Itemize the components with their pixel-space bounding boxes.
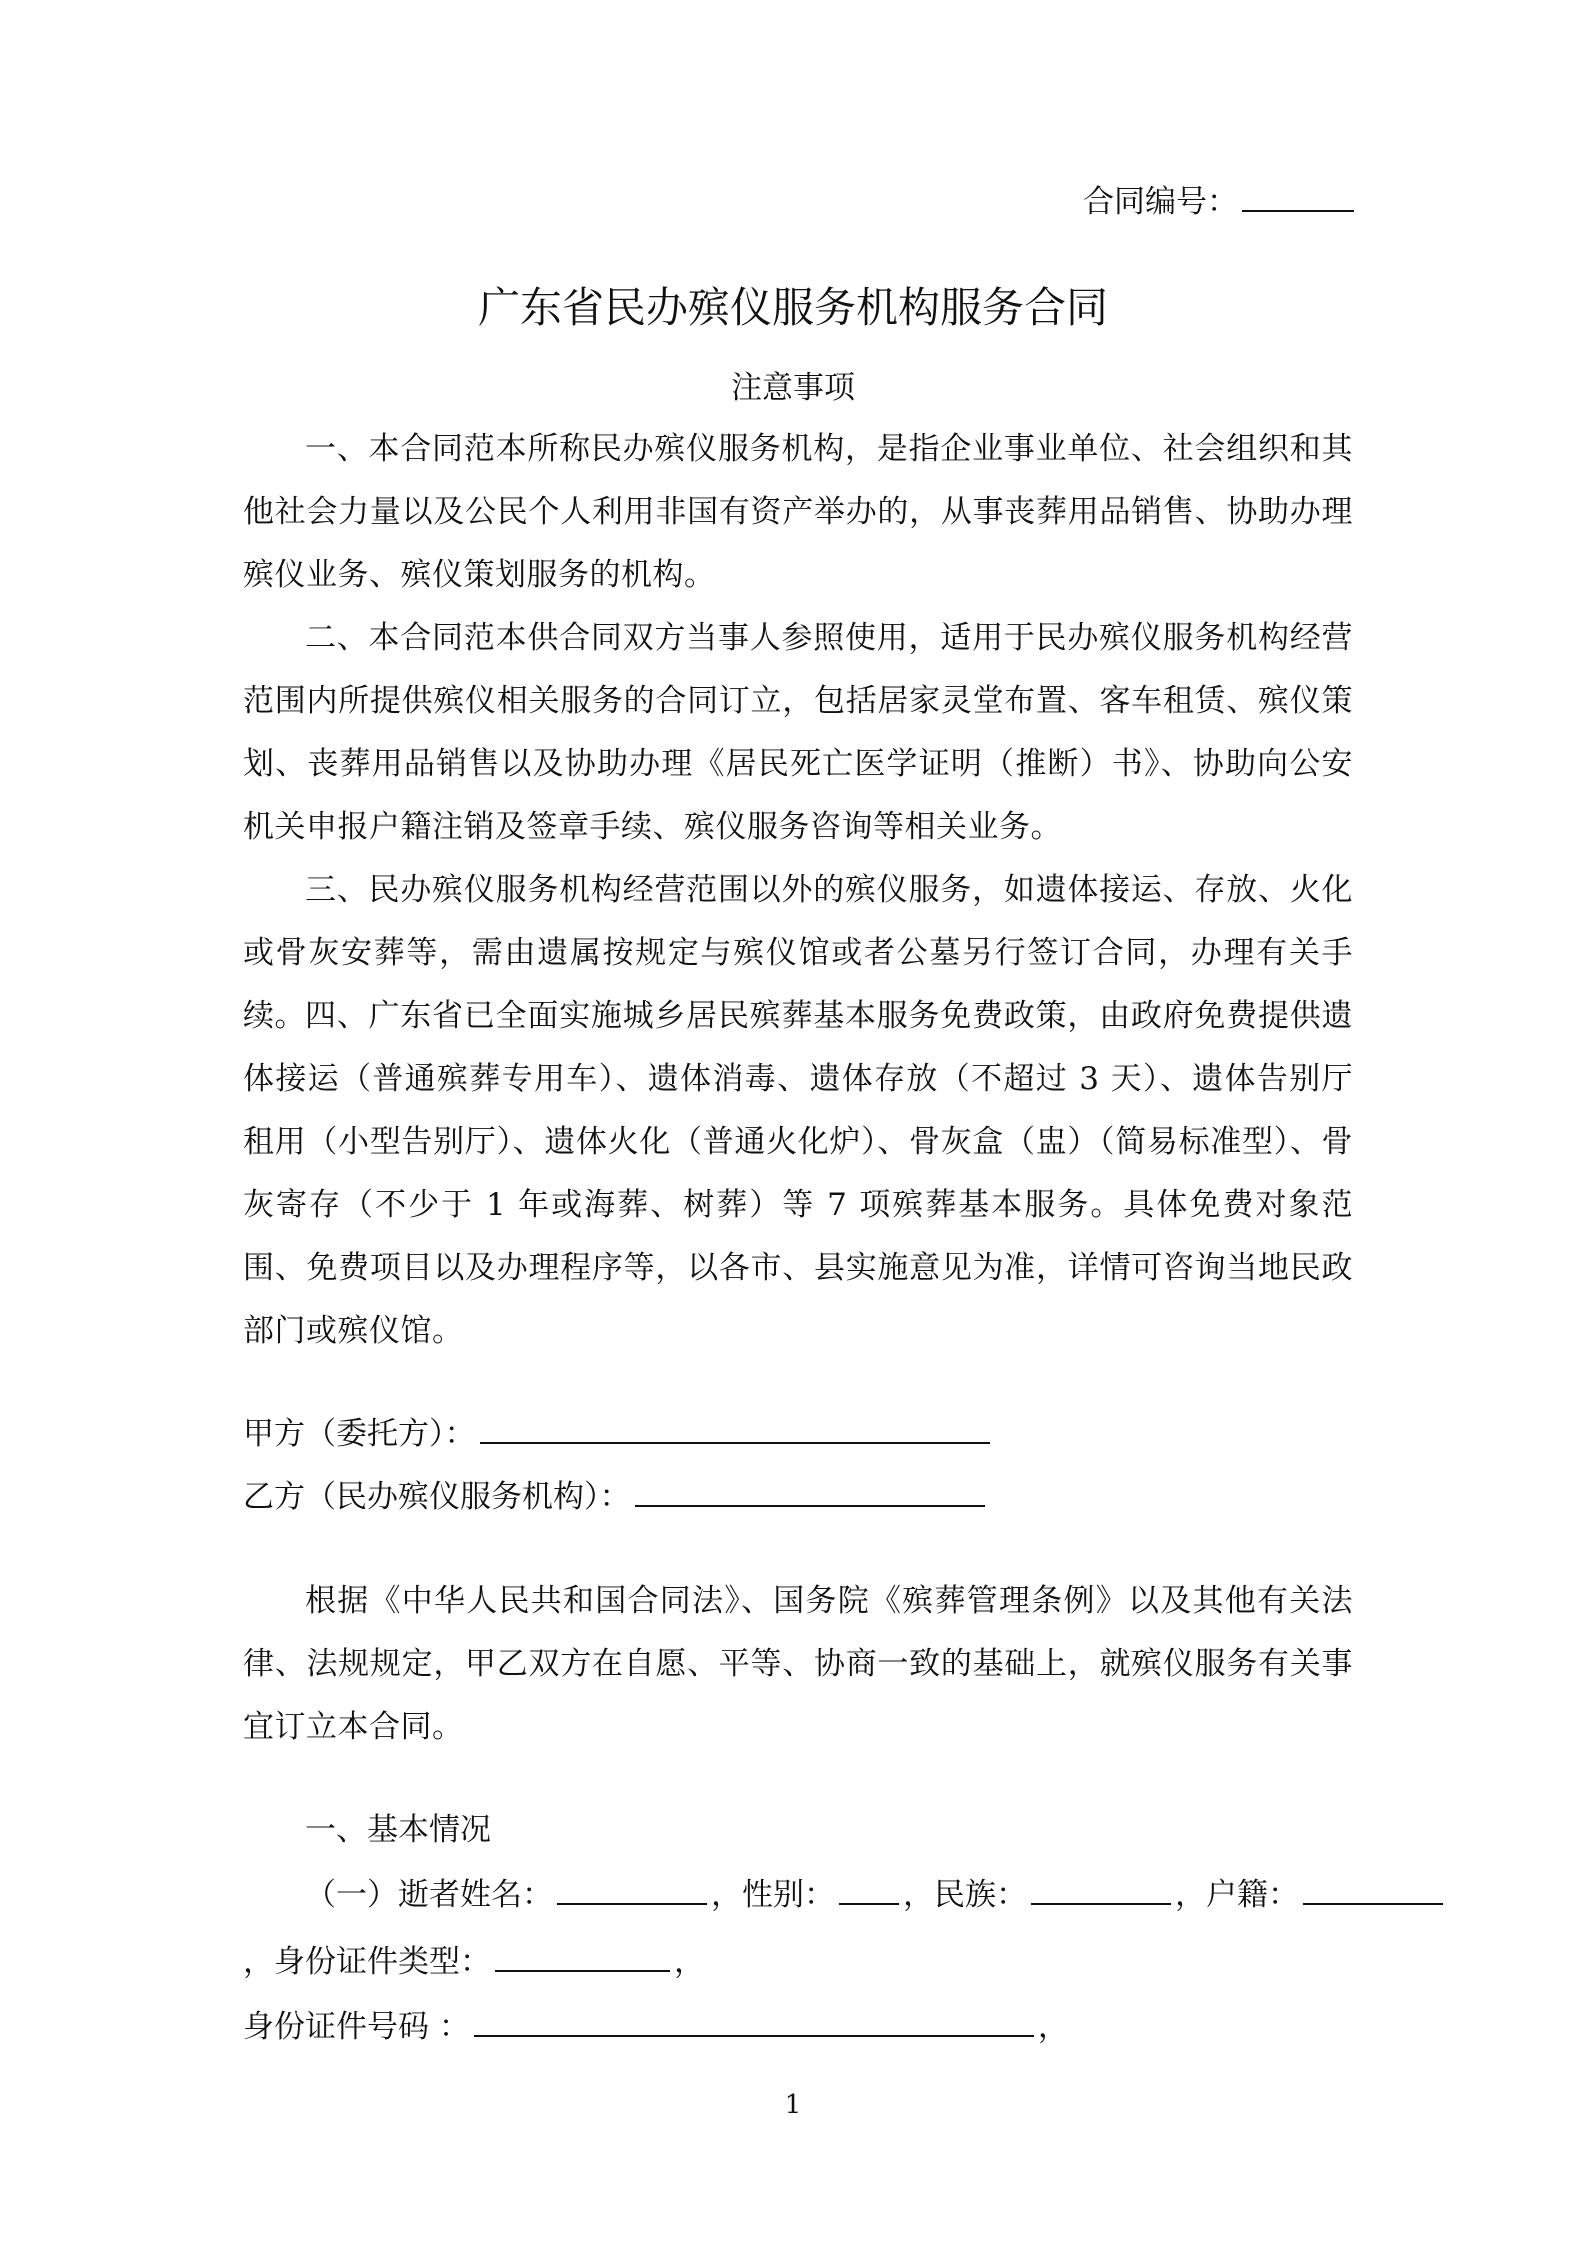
party-b-blank[interactable] [635, 1475, 985, 1507]
party-a-label: 甲方（委托方）： [243, 1416, 476, 1452]
notice-item-1: 一、本合同范本所称民办殡仪服务机构，是指企业事业单位、社会组织和其他社会力量以及公民个人利用非国有资产举办的，从事丧葬用品销售、协助办理殡仪业务、殡仪策划服务的机构。 [243, 431, 1353, 593]
deceased-info-row [305, 1873, 1447, 1915]
party-a-blank[interactable] [480, 1412, 990, 1444]
section-1-heading: 一、基本情况 [305, 1812, 491, 1848]
id-type-blank[interactable] [495, 1940, 670, 1972]
gender-label: ，性别： [711, 1877, 835, 1913]
notice-item-3: 三、民办殡仪服务机构经营范围以外的殡仪服务，如遗体接运、存放、火化或骨灰安葬等，需由遗属按规定与殡仪馆或者公墓另行签订合同，办理有关手续。 [243, 872, 1353, 1034]
contract-number-blank[interactable] [1242, 180, 1354, 212]
id-number-label: 身份证件号码 ： [243, 2009, 470, 2045]
notice-heading: 注意事项 [731, 370, 855, 406]
notice-item-2: 二、本合同范本供合同双方当事人参照使用，适用于民办殡仪服务机构经营范围内所提供殡仪相关服务的合同订立，包括居家灵堂布置、客车租赁、殡仪策划、丧葬用品销售以及协助办理《居民死亡医学证明（推断）书》、协助向公安机关申报户籍注销及签章手续、殡仪服务咨询等相关业务。 [243, 620, 1353, 845]
id-type-tail: ， [674, 1944, 705, 1980]
id-number-row [243, 2005, 1069, 2047]
id-type-row [243, 1940, 705, 1982]
notice-item-4: 四、广东省已全面实施城乡居民殡葬基本服务免费政策，由政府免费提供遗体接运（普通殡葬专用车）、遗体消毒、遗体存放（不超过 3 天）、遗体告别厅租用（小型告别厅）、遗体火化（普通火化炉）、骨灰盒（盅）（简易标准型）、骨灰寄存（不少于 1 年或海葬、树葬）等 7 项殡葬基本服务。具体免费对象范围、免费项目以及办理程序等，以各市、县实施意见为准，详情可咨询当地民政部门或殡仪馆。 [243, 998, 1353, 1349]
party-b-row [243, 1475, 989, 1517]
deceased-name-blank[interactable] [557, 1873, 707, 1905]
household-label: ，户籍： [1175, 1877, 1299, 1913]
ethnicity-label: ，民族： [903, 1877, 1027, 1913]
ethnicity-blank[interactable] [1031, 1873, 1171, 1905]
document-title: 广东省民办殡仪服务机构服务合同 [477, 283, 1108, 332]
deceased-name-label: （一）逝者姓名： [305, 1877, 553, 1913]
id-number-blank[interactable] [474, 2005, 1034, 2037]
id-type-label: ，身份证件类型： [243, 1944, 491, 1980]
gender-blank[interactable] [839, 1873, 899, 1905]
party-a-row [243, 1412, 994, 1454]
contract-number-row [1083, 180, 1358, 222]
preamble-paragraph: 根据《中华人民共和国合同法》、国务院《殡葬管理条例》以及其他有关法律、法规规定，甲乙双方在自愿、平等、协商一致的基础上，就殡仪服务有关事宜订立本合同。 [243, 1583, 1353, 1745]
household-blank[interactable] [1303, 1873, 1443, 1905]
page-number: 1 [784, 2090, 802, 2120]
party-b-label: 乙方（民办殡仪服务机构）： [243, 1479, 631, 1515]
id-number-tail: ， [1037, 2009, 1069, 2045]
contract-number-label: 合同编号： [1083, 184, 1238, 220]
